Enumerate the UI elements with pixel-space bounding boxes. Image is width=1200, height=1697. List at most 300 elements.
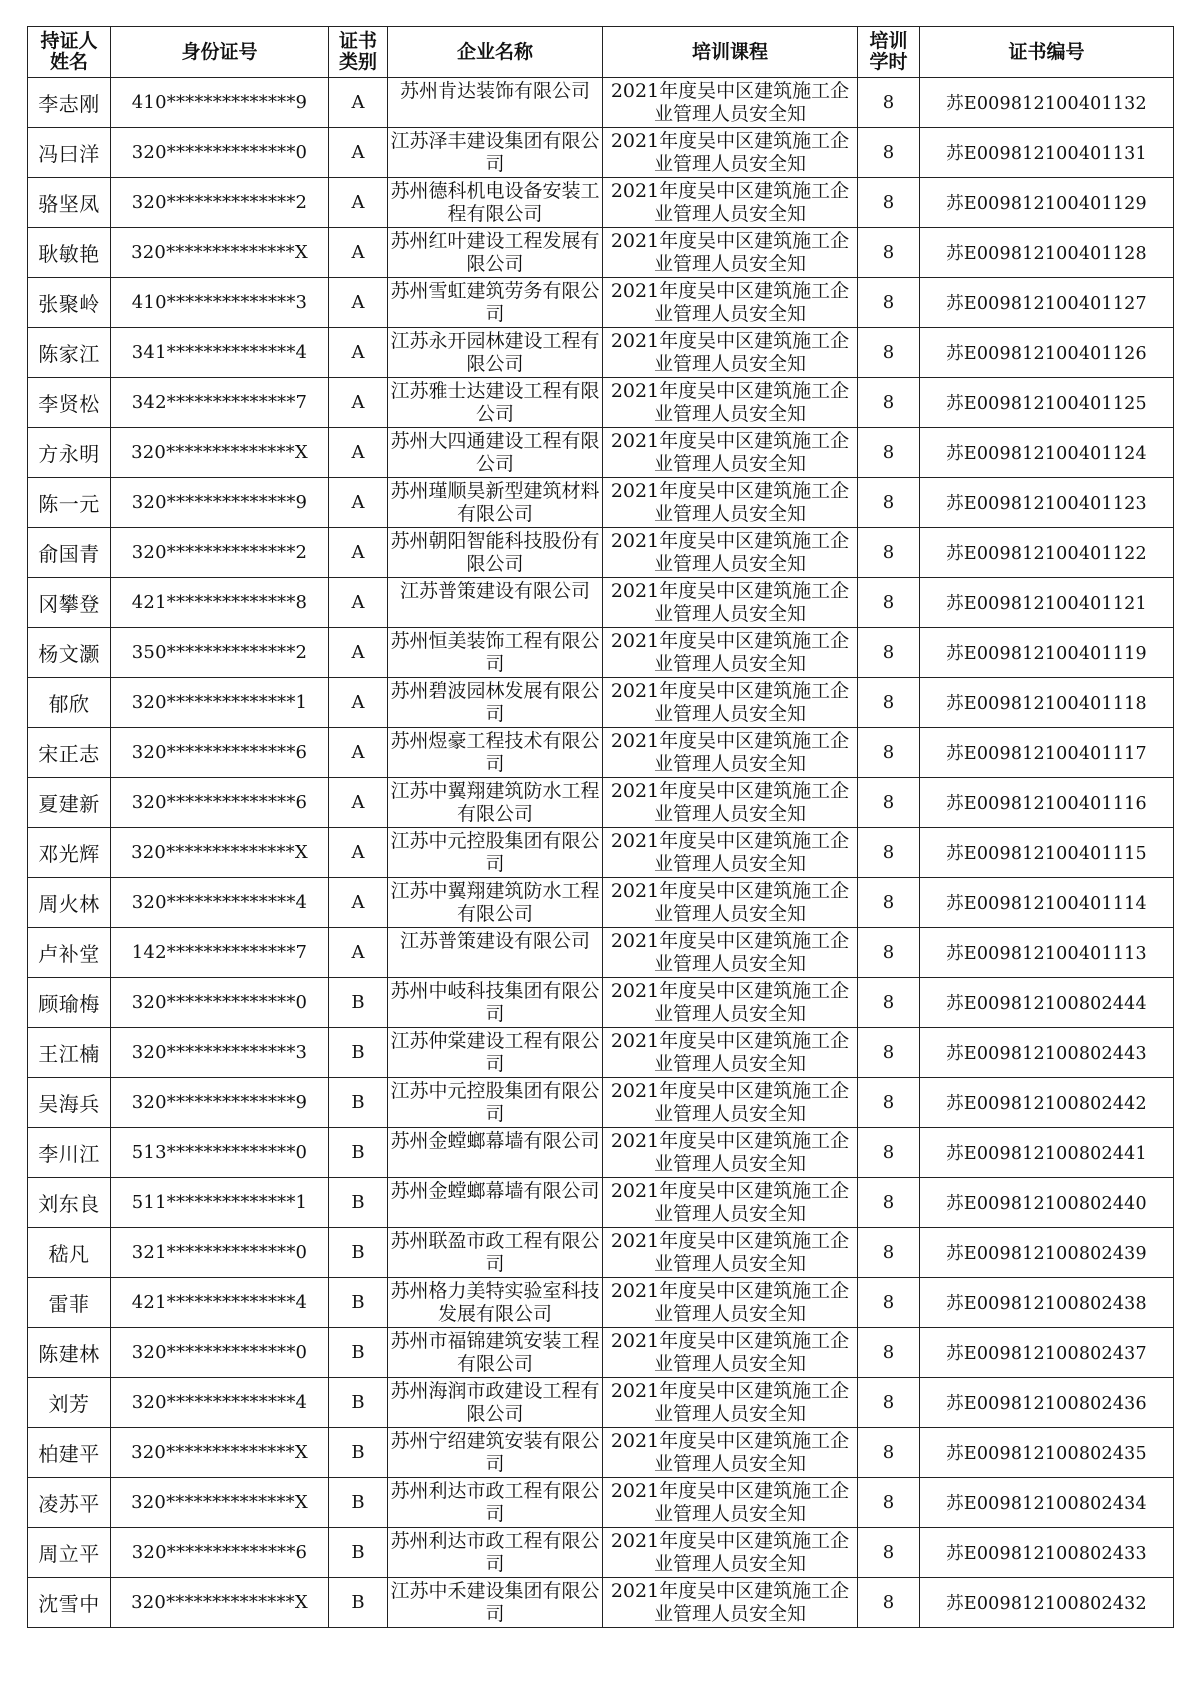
holder-name-cell: 俞国青 — [28, 528, 111, 578]
cert-type-cell: B — [329, 1428, 388, 1478]
id-number-cell: 341**************4 — [111, 328, 329, 378]
training-course-text: 2021年度吴中区建筑施工企业管理人员安全知 — [610, 980, 850, 1025]
id-number-cell: 320**************6 — [111, 778, 329, 828]
company-name-cell — [388, 1078, 603, 1128]
cert-type-cell: A — [329, 878, 388, 928]
training-hours-cell: 8 — [858, 978, 920, 1028]
training-course-cell — [603, 228, 858, 278]
table-row — [28, 1228, 1174, 1278]
header-id-number: 身份证号 — [111, 27, 329, 78]
training-course-cell — [603, 278, 858, 328]
table-row — [28, 1428, 1174, 1478]
training-hours-cell: 8 — [858, 628, 920, 678]
cert-type-cell: A — [329, 928, 388, 978]
holder-name-cell: 宋正志 — [28, 728, 111, 778]
holder-name-cell: 方永明 — [28, 428, 111, 478]
training-course-text: 2021年度吴中区建筑施工企业管理人员安全知 — [610, 1430, 850, 1475]
cert-number-cell: 苏E009812100401125 — [920, 378, 1174, 428]
holder-name-cell: 张聚岭 — [28, 278, 111, 328]
cert-number-cell: 苏E009812100401118 — [920, 678, 1174, 728]
training-hours-cell: 8 — [858, 178, 920, 228]
id-number-cell: 320**************9 — [111, 478, 329, 528]
company-name-cell — [388, 78, 603, 128]
training-hours-cell: 8 — [858, 828, 920, 878]
training-course-cell — [603, 828, 858, 878]
company-name-cell — [388, 978, 603, 1028]
training-course-text: 2021年度吴中区建筑施工企业管理人员安全知 — [610, 330, 850, 375]
cert-type-cell: B — [329, 1328, 388, 1378]
cert-number-cell: 苏E009812100802442 — [920, 1078, 1174, 1128]
holder-name-cell: 冯曰洋 — [28, 128, 111, 178]
table-row — [28, 828, 1174, 878]
training-hours-cell: 8 — [858, 1078, 920, 1128]
holder-name-cell: 邓光辉 — [28, 828, 111, 878]
company-name-cell — [388, 878, 603, 928]
id-number-cell: 342**************7 — [111, 378, 329, 428]
table-row — [28, 228, 1174, 278]
holder-name-cell: 周立平 — [28, 1528, 111, 1578]
training-course-text: 2021年度吴中区建筑施工企业管理人员安全知 — [610, 1280, 850, 1325]
training-course-text: 2021年度吴中区建筑施工企业管理人员安全知 — [610, 530, 850, 575]
holder-name-cell: 顾瑜梅 — [28, 978, 111, 1028]
holder-name-cell: 周火林 — [28, 878, 111, 928]
cert-type-cell: A — [329, 128, 388, 178]
training-hours-cell: 8 — [858, 1128, 920, 1178]
cert-number-cell: 苏E009812100401121 — [920, 578, 1174, 628]
training-course-cell — [603, 328, 858, 378]
company-name-text: 苏州金螳螂幕墙有限公司 — [390, 1130, 600, 1152]
id-number-cell: 513**************0 — [111, 1128, 329, 1178]
training-course-text: 2021年度吴中区建筑施工企业管理人员安全知 — [610, 230, 850, 275]
training-course-cell — [603, 478, 858, 528]
table-row — [28, 578, 1174, 628]
training-hours-cell: 8 — [858, 278, 920, 328]
company-name-text: 苏州瑾顺昊新型建筑材料有限公司 — [390, 480, 600, 525]
holder-name-cell: 凌苏平 — [28, 1478, 111, 1528]
training-course-text: 2021年度吴中区建筑施工企业管理人员安全知 — [610, 1030, 850, 1075]
company-name-cell — [388, 528, 603, 578]
table-row — [28, 428, 1174, 478]
id-number-cell: 320**************X — [111, 1428, 329, 1478]
company-name-text: 江苏中元控股集团有限公司 — [390, 830, 600, 875]
cert-type-cell: B — [329, 1528, 388, 1578]
training-course-text: 2021年度吴中区建筑施工企业管理人员安全知 — [610, 1230, 850, 1275]
holder-name-cell: 杨文灏 — [28, 628, 111, 678]
table-row — [28, 78, 1174, 128]
company-name-cell — [388, 178, 603, 228]
id-number-cell: 320**************1 — [111, 678, 329, 728]
id-number-cell: 320**************2 — [111, 528, 329, 578]
company-name-text: 江苏永开园林建设工程有限公司 — [390, 330, 600, 375]
header-training-hours: 培训学时 — [858, 27, 920, 78]
table-row — [28, 478, 1174, 528]
table-row — [28, 1028, 1174, 1078]
company-name-cell — [388, 1428, 603, 1478]
cert-type-cell: A — [329, 478, 388, 528]
training-course-text: 2021年度吴中区建筑施工企业管理人员安全知 — [610, 280, 850, 325]
holder-name-cell: 王江楠 — [28, 1028, 111, 1078]
company-name-cell — [388, 778, 603, 828]
training-course-text: 2021年度吴中区建筑施工企业管理人员安全知 — [610, 80, 850, 125]
training-course-cell — [603, 378, 858, 428]
company-name-cell — [388, 1578, 603, 1628]
training-course-text: 2021年度吴中区建筑施工企业管理人员安全知 — [610, 1380, 850, 1425]
cert-number-cell: 苏E009812100802440 — [920, 1178, 1174, 1228]
id-number-cell: 320**************X — [111, 1478, 329, 1528]
holder-name-cell: 李川江 — [28, 1128, 111, 1178]
training-hours-cell: 8 — [858, 1578, 920, 1628]
cert-type-cell: A — [329, 628, 388, 678]
training-course-text: 2021年度吴中区建筑施工企业管理人员安全知 — [610, 1580, 850, 1625]
table-row — [28, 1078, 1174, 1128]
company-name-text: 苏州市福锦建筑安装工程有限公司 — [390, 1330, 600, 1375]
company-name-text: 江苏中禾建设集团有限公司 — [390, 1580, 600, 1625]
training-hours-cell: 8 — [858, 928, 920, 978]
cert-type-cell: B — [329, 1228, 388, 1278]
company-name-cell — [388, 1278, 603, 1328]
cert-type-cell: B — [329, 1378, 388, 1428]
training-hours-cell: 8 — [858, 578, 920, 628]
table-row — [28, 178, 1174, 228]
table-row — [28, 1178, 1174, 1228]
id-number-cell: 320**************6 — [111, 728, 329, 778]
company-name-cell — [388, 1528, 603, 1578]
cert-number-cell: 苏E009812100401131 — [920, 128, 1174, 178]
cert-number-cell: 苏E009812100401129 — [920, 178, 1174, 228]
company-name-cell — [388, 428, 603, 478]
cert-number-cell: 苏E009812100401117 — [920, 728, 1174, 778]
cert-number-cell: 苏E009812100802435 — [920, 1428, 1174, 1478]
company-name-text: 苏州海润市政建设工程有限公司 — [390, 1380, 600, 1425]
company-name-cell — [388, 1478, 603, 1528]
cert-number-cell: 苏E009812100401119 — [920, 628, 1174, 678]
company-name-text: 苏州煜豪工程技术有限公司 — [390, 730, 600, 775]
cert-type-cell: B — [329, 1478, 388, 1528]
training-course-cell — [603, 928, 858, 978]
company-name-text: 江苏雅士达建设工程有限公司 — [390, 380, 600, 425]
company-name-text: 苏州朝阳智能科技股份有限公司 — [390, 530, 600, 575]
company-name-cell — [388, 1228, 603, 1278]
cert-number-cell: 苏E009812100401115 — [920, 828, 1174, 878]
company-name-cell — [388, 628, 603, 678]
holder-name-cell: 陈家江 — [28, 328, 111, 378]
cert-number-cell: 苏E009812100802436 — [920, 1378, 1174, 1428]
training-hours-cell: 8 — [858, 1328, 920, 1378]
certificate-table — [27, 26, 1174, 1628]
company-name-cell — [388, 928, 603, 978]
cert-type-cell: B — [329, 1078, 388, 1128]
training-course-cell — [603, 678, 858, 728]
training-course-text: 2021年度吴中区建筑施工企业管理人员安全知 — [610, 1330, 850, 1375]
training-hours-cell: 8 — [858, 478, 920, 528]
training-course-text: 2021年度吴中区建筑施工企业管理人员安全知 — [610, 1180, 850, 1225]
training-course-cell — [603, 1228, 858, 1278]
company-name-text: 苏州肯达装饰有限公司 — [399, 80, 590, 102]
training-course-cell — [603, 1128, 858, 1178]
company-name-cell — [388, 328, 603, 378]
holder-name-cell: 嵇凡 — [28, 1228, 111, 1278]
cert-type-cell: B — [329, 1278, 388, 1328]
training-course-text: 2021年度吴中区建筑施工企业管理人员安全知 — [610, 630, 850, 675]
company-name-cell — [388, 1128, 603, 1178]
company-name-text: 苏州雪虹建筑劳务有限公司 — [390, 280, 600, 325]
id-number-cell: 320**************0 — [111, 1328, 329, 1378]
training-course-cell — [603, 728, 858, 778]
table-header — [28, 27, 1174, 78]
company-name-cell — [388, 478, 603, 528]
training-course-text: 2021年度吴中区建筑施工企业管理人员安全知 — [610, 1130, 850, 1175]
header-cert-type: 证书类别 — [329, 27, 388, 78]
company-name-text: 苏州中岐科技集团有限公司 — [390, 980, 600, 1025]
company-name-text: 江苏中元控股集团有限公司 — [390, 1080, 600, 1125]
training-hours-cell: 8 — [858, 228, 920, 278]
id-number-cell: 320**************0 — [111, 978, 329, 1028]
training-course-text: 2021年度吴中区建筑施工企业管理人员安全知 — [610, 680, 850, 725]
id-number-cell: 320**************X — [111, 428, 329, 478]
training-course-text: 2021年度吴中区建筑施工企业管理人员安全知 — [610, 930, 850, 975]
training-hours-cell: 8 — [858, 1528, 920, 1578]
holder-name-cell: 李志刚 — [28, 78, 111, 128]
certificate-document — [27, 26, 1173, 1636]
cert-type-cell: A — [329, 678, 388, 728]
holder-name-cell: 吴海兵 — [28, 1078, 111, 1128]
table-row — [28, 728, 1174, 778]
header-cert-number: 证书编号 — [920, 27, 1174, 78]
company-name-text: 苏州碧波园林发展有限公司 — [390, 680, 600, 725]
training-course-cell — [603, 628, 858, 678]
header-row — [28, 27, 1174, 78]
company-name-text: 苏州金螳螂幕墙有限公司 — [390, 1180, 600, 1202]
company-name-text: 江苏泽丰建设集团有限公司 — [390, 130, 600, 175]
company-name-text: 江苏普策建设有限公司 — [399, 930, 590, 952]
training-course-text: 2021年度吴中区建筑施工企业管理人员安全知 — [610, 830, 850, 875]
training-course-cell — [603, 978, 858, 1028]
cert-type-cell: A — [329, 578, 388, 628]
cert-type-cell: A — [329, 528, 388, 578]
company-name-text: 苏州格力美特实验室科技发展有限公司 — [390, 1280, 600, 1325]
training-course-text: 2021年度吴中区建筑施工企业管理人员安全知 — [610, 880, 850, 925]
cert-type-cell: A — [329, 728, 388, 778]
cert-number-cell: 苏E009812100401113 — [920, 928, 1174, 978]
training-course-cell — [603, 1178, 858, 1228]
table-row — [28, 1328, 1174, 1378]
cert-type-cell: A — [329, 78, 388, 128]
holder-name-cell: 卢补堂 — [28, 928, 111, 978]
cert-type-cell: A — [329, 428, 388, 478]
id-number-cell: 320**************6 — [111, 1528, 329, 1578]
training-course-cell — [603, 1328, 858, 1378]
cert-type-cell: A — [329, 178, 388, 228]
cert-number-cell: 苏E009812100401132 — [920, 78, 1174, 128]
company-name-cell — [388, 578, 603, 628]
cert-number-cell: 苏E009812100802434 — [920, 1478, 1174, 1528]
cert-number-cell: 苏E009812100802433 — [920, 1528, 1174, 1578]
table-row — [28, 928, 1174, 978]
id-number-cell: 410**************3 — [111, 278, 329, 328]
table-row — [28, 278, 1174, 328]
training-hours-cell: 8 — [858, 778, 920, 828]
holder-name-cell: 李贤松 — [28, 378, 111, 428]
cert-number-cell: 苏E009812100802438 — [920, 1278, 1174, 1328]
company-name-text: 江苏中翼翔建筑防水工程有限公司 — [390, 780, 600, 825]
cert-number-cell: 苏E009812100401127 — [920, 278, 1174, 328]
company-name-text: 苏州德科机电设备安装工程有限公司 — [390, 180, 600, 225]
training-course-cell — [603, 1078, 858, 1128]
training-course-cell — [603, 178, 858, 228]
cert-number-cell: 苏E009812100401126 — [920, 328, 1174, 378]
holder-name-cell: 冈攀登 — [28, 578, 111, 628]
header-training-course: 培训课程 — [603, 27, 858, 78]
company-name-cell — [388, 378, 603, 428]
training-course-text: 2021年度吴中区建筑施工企业管理人员安全知 — [610, 480, 850, 525]
holder-name-cell: 沈雪中 — [28, 1578, 111, 1628]
training-hours-cell: 8 — [858, 78, 920, 128]
cert-number-cell: 苏E009812100401128 — [920, 228, 1174, 278]
company-name-text: 江苏中翼翔建筑防水工程有限公司 — [390, 880, 600, 925]
id-number-cell: 320**************X — [111, 228, 329, 278]
cert-type-cell: B — [329, 978, 388, 1028]
cert-number-cell: 苏E009812100802441 — [920, 1128, 1174, 1178]
holder-name-cell: 刘芳 — [28, 1378, 111, 1428]
training-hours-cell: 8 — [858, 678, 920, 728]
training-hours-cell: 8 — [858, 328, 920, 378]
table-row — [28, 1528, 1174, 1578]
holder-name-cell: 刘东良 — [28, 1178, 111, 1228]
cert-type-cell: A — [329, 378, 388, 428]
training-course-cell — [603, 1428, 858, 1478]
cert-number-cell: 苏E009812100401123 — [920, 478, 1174, 528]
training-hours-cell: 8 — [858, 378, 920, 428]
cert-type-cell: A — [329, 228, 388, 278]
training-course-text: 2021年度吴中区建筑施工企业管理人员安全知 — [610, 1530, 850, 1575]
table-row — [28, 328, 1174, 378]
id-number-cell: 421**************8 — [111, 578, 329, 628]
training-hours-cell: 8 — [858, 1428, 920, 1478]
company-name-text: 苏州利达市政工程有限公司 — [390, 1480, 600, 1525]
holder-name-cell: 耿敏艳 — [28, 228, 111, 278]
holder-name-cell: 夏建新 — [28, 778, 111, 828]
id-number-cell: 321**************0 — [111, 1228, 329, 1278]
training-course-text: 2021年度吴中区建筑施工企业管理人员安全知 — [610, 1080, 850, 1125]
training-hours-cell: 8 — [858, 1378, 920, 1428]
cert-type-cell: A — [329, 328, 388, 378]
id-number-cell: 511**************1 — [111, 1178, 329, 1228]
table-row — [28, 1128, 1174, 1178]
training-course-text: 2021年度吴中区建筑施工企业管理人员安全知 — [610, 780, 850, 825]
table-row — [28, 778, 1174, 828]
training-course-cell — [603, 1528, 858, 1578]
table-row — [28, 128, 1174, 178]
id-number-cell: 410**************9 — [111, 78, 329, 128]
cert-number-cell: 苏E009812100802444 — [920, 978, 1174, 1028]
holder-name-cell: 陈一元 — [28, 478, 111, 528]
table-row — [28, 628, 1174, 678]
company-name-cell — [388, 228, 603, 278]
training-hours-cell: 8 — [858, 428, 920, 478]
id-number-cell: 320**************4 — [111, 878, 329, 928]
cert-type-cell: B — [329, 1128, 388, 1178]
training-course-cell — [603, 1478, 858, 1528]
cert-number-cell: 苏E009812100802439 — [920, 1228, 1174, 1278]
training-course-text: 2021年度吴中区建筑施工企业管理人员安全知 — [610, 380, 850, 425]
company-name-cell — [388, 1378, 603, 1428]
training-course-text: 2021年度吴中区建筑施工企业管理人员安全知 — [610, 180, 850, 225]
cert-type-cell: A — [329, 778, 388, 828]
id-number-cell: 320**************3 — [111, 1028, 329, 1078]
cert-type-cell: B — [329, 1178, 388, 1228]
training-hours-cell: 8 — [858, 128, 920, 178]
company-name-cell — [388, 278, 603, 328]
table-row — [28, 978, 1174, 1028]
training-hours-cell: 8 — [858, 1228, 920, 1278]
cert-type-cell: B — [329, 1578, 388, 1628]
training-course-cell — [603, 1578, 858, 1628]
id-number-cell: 320**************4 — [111, 1378, 329, 1428]
training-course-text: 2021年度吴中区建筑施工企业管理人员安全知 — [610, 130, 850, 175]
company-name-cell — [388, 1028, 603, 1078]
table-body — [28, 78, 1174, 1628]
holder-name-cell: 骆坚凤 — [28, 178, 111, 228]
training-course-text: 2021年度吴中区建筑施工企业管理人员安全知 — [610, 730, 850, 775]
company-name-cell — [388, 128, 603, 178]
table-row — [28, 378, 1174, 428]
training-course-text: 2021年度吴中区建筑施工企业管理人员安全知 — [610, 1480, 850, 1525]
company-name-text: 苏州恒美装饰工程有限公司 — [390, 630, 600, 675]
training-course-cell — [603, 878, 858, 928]
company-name-cell — [388, 728, 603, 778]
company-name-text: 江苏仲棠建设工程有限公司 — [390, 1030, 600, 1075]
training-course-text: 2021年度吴中区建筑施工企业管理人员安全知 — [610, 580, 850, 625]
table-row — [28, 878, 1174, 928]
training-course-text: 2021年度吴中区建筑施工企业管理人员安全知 — [610, 430, 850, 475]
training-course-cell — [603, 78, 858, 128]
id-number-cell: 320**************X — [111, 828, 329, 878]
cert-number-cell: 苏E009812100401122 — [920, 528, 1174, 578]
table-row — [28, 528, 1174, 578]
table-row — [28, 1578, 1174, 1628]
id-number-cell: 320**************2 — [111, 178, 329, 228]
id-number-cell: 320**************9 — [111, 1078, 329, 1128]
training-course-cell — [603, 1378, 858, 1428]
holder-name-cell: 柏建平 — [28, 1428, 111, 1478]
cert-type-cell: A — [329, 278, 388, 328]
training-hours-cell: 8 — [858, 1028, 920, 1078]
training-course-cell — [603, 128, 858, 178]
id-number-cell: 350**************2 — [111, 628, 329, 678]
company-name-text: 苏州利达市政工程有限公司 — [390, 1530, 600, 1575]
table-row — [28, 1378, 1174, 1428]
training-hours-cell: 8 — [858, 1478, 920, 1528]
company-name-cell — [388, 828, 603, 878]
cert-number-cell: 苏E009812100802437 — [920, 1328, 1174, 1378]
company-name-cell — [388, 1328, 603, 1378]
training-course-cell — [603, 1028, 858, 1078]
company-name-text: 江苏普策建设有限公司 — [399, 580, 590, 602]
id-number-cell: 421**************4 — [111, 1278, 329, 1328]
id-number-cell: 320**************0 — [111, 128, 329, 178]
training-hours-cell: 8 — [858, 1178, 920, 1228]
training-course-cell — [603, 578, 858, 628]
training-hours-cell: 8 — [858, 728, 920, 778]
company-name-text: 苏州宁绍建筑安装有限公司 — [390, 1430, 600, 1475]
training-course-cell — [603, 1278, 858, 1328]
company-name-text: 苏州红叶建设工程发展有限公司 — [390, 230, 600, 275]
id-number-cell: 320**************X — [111, 1578, 329, 1628]
holder-name-cell: 陈建林 — [28, 1328, 111, 1378]
training-course-cell — [603, 428, 858, 478]
training-hours-cell: 8 — [858, 528, 920, 578]
cert-number-cell: 苏E009812100802443 — [920, 1028, 1174, 1078]
